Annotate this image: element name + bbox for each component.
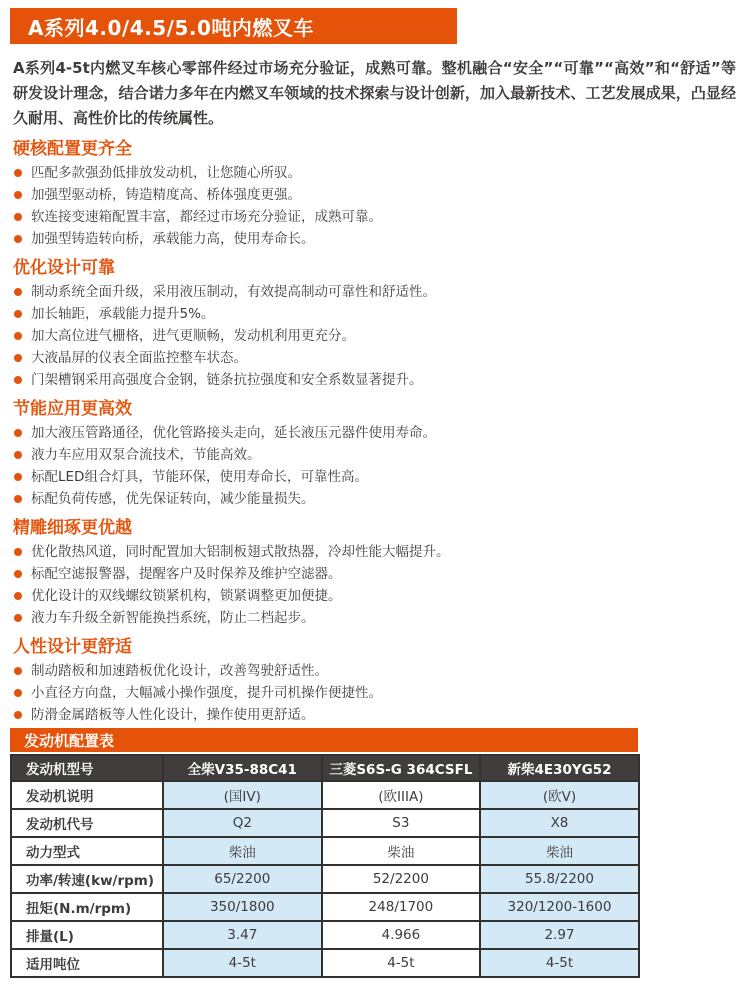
table-cell: 4-5t <box>322 949 481 977</box>
bullet-dot-icon <box>14 310 22 318</box>
bullet-dot-icon <box>14 570 22 578</box>
product-spec-page <box>0 8 750 984</box>
table-cell: 4.966 <box>322 921 481 949</box>
feature-item <box>13 660 750 682</box>
section-heading: 硬核配置更齐全 <box>13 139 132 159</box>
feature-item <box>13 541 750 563</box>
feature-text: 标配负荷传感，优先保证转向，减少能量损失。 <box>31 491 315 507</box>
feature-list <box>13 422 750 510</box>
feature-text: 大液晶屏的仪表全面监控整车状态。 <box>31 350 247 366</box>
table-cell: 柴油 <box>322 837 481 865</box>
bullet-dot-icon <box>14 451 22 459</box>
table-cell: 65/2200 <box>163 865 322 893</box>
feature-text: 优化散热风道，同时配置加大铝制板翅式散热器，冷却性能大幅提升。 <box>31 544 450 560</box>
table-cell: 2.97 <box>480 921 639 949</box>
feature-item <box>13 325 750 347</box>
feature-text: 液力车升级全新智能换挡系统，防止二档起步。 <box>31 610 315 626</box>
feature-text: 加大液压管路通径，优化管路接头走向，延长液压元器件使用寿命。 <box>31 425 436 441</box>
section-hardcore-config <box>0 139 750 250</box>
section-ergonomic-design <box>0 637 750 726</box>
bullet-dot-icon <box>14 429 22 437</box>
feature-text: 匹配多款强劲低排放发动机，让您随心所驭。 <box>31 165 301 181</box>
table-cell: X8 <box>480 809 639 837</box>
row-label: 发动机说明 <box>11 781 163 809</box>
table-row <box>11 781 639 809</box>
bullet-dot-icon <box>14 235 22 243</box>
feature-text: 标配LED组合灯具，节能环保，使用寿命长，可靠性高。 <box>31 469 368 485</box>
bullet-dot-icon <box>14 376 22 384</box>
section-heading: 节能应用更高效 <box>13 399 132 419</box>
table-cell: 55.8/2200 <box>480 865 639 893</box>
header-cell: 三菱S6S-G 364CSFL <box>322 755 481 781</box>
feature-text: 优化设计的双线螺纹锁紧机构，锁紧调整更加便捷。 <box>31 588 342 604</box>
table-cell: 4-5t <box>163 949 322 977</box>
feature-item <box>13 585 750 607</box>
feature-text: 加强型铸造转向桥，承载能力高，使用寿命长。 <box>31 231 315 247</box>
row-label: 动力型式 <box>11 837 163 865</box>
feature-item <box>13 607 750 629</box>
feature-item <box>13 704 750 726</box>
feature-list <box>13 162 750 250</box>
section-fine-craft <box>0 518 750 629</box>
header-cell: 发动机型号 <box>11 755 163 781</box>
table-row <box>11 949 639 977</box>
feature-list <box>13 281 750 391</box>
row-label: 排量(L) <box>11 921 163 949</box>
feature-text: 液力车应用双泵合流技术，节能高效。 <box>31 447 261 463</box>
section-heading: 精雕细琢更优越 <box>13 518 132 538</box>
table-row <box>11 893 639 921</box>
feature-text: 标配空滤报警器，提醒客户及时保养及维护空滤器。 <box>31 566 342 582</box>
row-label: 扭矩(N.m/rpm) <box>11 893 163 921</box>
bullet-dot-icon <box>14 213 22 221</box>
feature-item <box>13 488 750 510</box>
feature-text: 制动踏板和加速踏板优化设计，改善驾驶舒适性。 <box>31 663 328 679</box>
table-cell: 柴油 <box>163 837 322 865</box>
feature-item <box>13 369 750 391</box>
table-cell: 320/1200-1600 <box>480 893 639 921</box>
feature-text: 制动系统全面升级，采用液压制动，有效提高制动可靠性和舒适性。 <box>31 284 436 300</box>
table-cell: (国IV) <box>163 781 322 809</box>
section-heading: 优化设计可靠 <box>13 258 115 278</box>
feature-text: 软连接变速箱配置丰富，都经过市场充分验证，成熟可靠。 <box>31 209 382 225</box>
bullet-dot-icon <box>14 288 22 296</box>
engine-spec-table <box>10 754 640 978</box>
feature-text: 小直径方向盘，大幅减小操作强度，提升司机操作便捷性。 <box>31 685 382 701</box>
feature-item <box>13 162 750 184</box>
intro-paragraph: A系列4-5t内燃叉车核心零部件经过市场充分验证，成熟可靠。整机融合“安全”“可靠”“高效”和“舒适”等研发设计理念，结合诺力多年在内燃叉车领域的技术探索与设计创新，加入最新技术、工艺发展成果，凸显经久耐用、高性价比的传统属性。 <box>13 59 736 127</box>
feature-text: 门架槽钢采用高强度合金钢，链条抗拉强度和安全系数显著提升。 <box>31 372 423 388</box>
table-cell: 52/2200 <box>322 865 481 893</box>
table-cell: (欧V) <box>480 781 639 809</box>
table-header-row <box>11 755 639 781</box>
table-cell: S3 <box>322 809 481 837</box>
table-cell: 3.47 <box>163 921 322 949</box>
bullet-dot-icon <box>14 495 22 503</box>
engine-table-title: 发动机配置表 <box>24 731 115 750</box>
feature-item <box>13 563 750 585</box>
bullet-dot-icon <box>14 689 22 697</box>
feature-item <box>13 422 750 444</box>
feature-item <box>13 228 750 250</box>
feature-item <box>13 347 750 369</box>
feature-text: 加长轴距，承载能力提升5%。 <box>31 306 215 322</box>
table-row <box>11 837 639 865</box>
row-label: 适用吨位 <box>11 949 163 977</box>
feature-list <box>13 660 750 726</box>
table-cell: (欧IIIA) <box>322 781 481 809</box>
feature-item <box>13 303 750 325</box>
feature-item <box>13 206 750 228</box>
table-cell: 350/1800 <box>163 893 322 921</box>
table-cell: Q2 <box>163 809 322 837</box>
feature-text: 加强型驱动桥，铸造精度高、桥体强度更强。 <box>31 187 301 203</box>
bullet-dot-icon <box>14 667 22 675</box>
bullet-dot-icon <box>14 191 22 199</box>
feature-text: 加大高位进气栅格，进气更顺畅，发动机利用更充分。 <box>31 328 355 344</box>
section-heading: 人性设计更舒适 <box>13 637 132 657</box>
table-cell: 4-5t <box>480 949 639 977</box>
section-energy-saving <box>0 399 750 510</box>
feature-item <box>13 682 750 704</box>
feature-item <box>13 444 750 466</box>
bullet-dot-icon <box>14 548 22 556</box>
feature-text: 防滑金属踏板等人性化设计，操作使用更舒适。 <box>31 707 315 723</box>
bullet-dot-icon <box>14 614 22 622</box>
table-row <box>11 809 639 837</box>
bullet-dot-icon <box>14 711 22 719</box>
table-row <box>11 865 639 893</box>
feature-item <box>13 281 750 303</box>
bullet-dot-icon <box>14 354 22 362</box>
bullet-dot-icon <box>14 592 22 600</box>
row-label: 功率/转速(kw/rpm) <box>11 865 163 893</box>
header-cell: 全柴V35-88C41 <box>163 755 322 781</box>
page-title: A系列4.0/4.5/5.0吨内燃叉车 <box>28 15 314 40</box>
feature-item <box>13 466 750 488</box>
table-row <box>11 921 639 949</box>
section-optimized-design <box>0 258 750 391</box>
table-cell: 248/1700 <box>322 893 481 921</box>
bullet-dot-icon <box>14 169 22 177</box>
header-cell: 新柴4E30YG52 <box>480 755 639 781</box>
bullet-dot-icon <box>14 332 22 340</box>
feature-item <box>13 184 750 206</box>
bullet-dot-icon <box>14 473 22 481</box>
engine-table-title-bar <box>10 728 638 752</box>
row-label: 发动机代号 <box>11 809 163 837</box>
feature-list <box>13 541 750 629</box>
table-cell: 柴油 <box>480 837 639 865</box>
product-title-bar <box>10 8 457 44</box>
